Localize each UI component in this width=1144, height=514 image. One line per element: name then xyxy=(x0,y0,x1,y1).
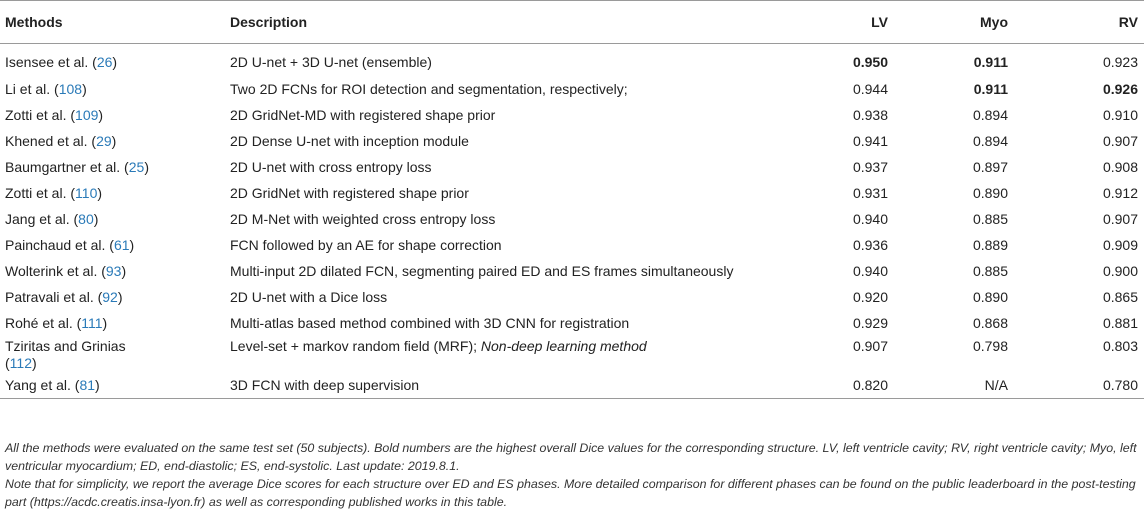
method-author: Khened et al. ( xyxy=(5,132,97,149)
myo-value: 0.890 xyxy=(972,288,1008,305)
paren: ) xyxy=(102,314,108,331)
reference-link[interactable]: 111 xyxy=(81,314,103,331)
paren: ) xyxy=(144,158,149,175)
rv-value: 0.909 xyxy=(1102,236,1138,253)
rv-value: 0.923 xyxy=(1102,54,1138,71)
reference-link[interactable]: 81 xyxy=(79,376,96,393)
lv-value: 0.950 xyxy=(852,54,888,71)
method-author: Isensee et al. ( xyxy=(5,54,97,71)
table-row xyxy=(0,154,1144,180)
table-row xyxy=(0,310,1144,336)
description-cell: 2D Dense U-net with inception module xyxy=(230,132,469,149)
method-cell xyxy=(0,336,225,372)
description-cell: 2D M-Net with weighted cross entropy loss xyxy=(230,210,496,227)
paren: ) xyxy=(121,262,127,279)
method-author: Tziritas and Grinias xyxy=(5,337,126,354)
myo-value: 0.894 xyxy=(972,106,1008,123)
description-cell: Multi-atlas based method combined with 3D CNN for registration xyxy=(230,314,630,331)
header-myo: Myo xyxy=(894,1,1014,44)
method-author: Rohé et al. ( xyxy=(5,314,82,331)
myo-value: 0.885 xyxy=(972,262,1008,279)
reference-link[interactable]: 61 xyxy=(113,236,130,253)
rv-value: 0.926 xyxy=(1102,80,1138,97)
rv-value: 0.908 xyxy=(1102,158,1138,175)
lv-value: 0.944 xyxy=(852,80,888,97)
description-cell: 2D U-net + 3D U-net (ensemble) xyxy=(230,54,432,71)
lv-value: 0.920 xyxy=(852,288,888,305)
table-row xyxy=(0,128,1144,154)
paren: ) xyxy=(82,80,87,97)
reference-link[interactable]: 26 xyxy=(96,54,113,71)
method-cell xyxy=(0,206,225,232)
reference-link[interactable]: 112 xyxy=(9,354,32,371)
paren: ) xyxy=(117,288,123,305)
myo-value: 0.890 xyxy=(972,184,1008,201)
lv-value: 0.941 xyxy=(852,132,888,149)
description-cell: FCN followed by an AE for shape correction xyxy=(230,236,502,253)
method-author: Zotti et al. ( xyxy=(5,184,76,201)
table-row xyxy=(0,284,1144,310)
rv-value: 0.803 xyxy=(1102,337,1138,354)
method-cell xyxy=(0,154,225,180)
method-cell xyxy=(0,180,225,206)
method-author: Baumgartner et al. ( xyxy=(5,158,129,175)
paren: ) xyxy=(97,184,103,201)
method-cell xyxy=(0,232,225,258)
paren: ) xyxy=(93,210,99,227)
myo-value: 0.911 xyxy=(973,54,1008,71)
rv-value: 0.912 xyxy=(1102,184,1138,201)
description-italic-text: Non-deep learning method xyxy=(480,337,647,354)
rv-value: 0.780 xyxy=(1014,372,1144,399)
description-cell: Two 2D FCNs for ROI detection and segmentation, respectively; xyxy=(230,80,628,97)
rv-value: 0.907 xyxy=(1102,210,1138,227)
myo-value: 0.868 xyxy=(972,314,1008,331)
method-cell xyxy=(0,76,225,102)
table-header-row xyxy=(0,1,1144,44)
lv-value: 0.820 xyxy=(816,372,894,399)
description-cell: Multi-input 2D dilated FCN, segmenting paired ED and ES frames simultaneously xyxy=(230,262,734,279)
paren: ) xyxy=(111,132,117,149)
reference-link[interactable]: 25 xyxy=(128,158,145,175)
lv-value: 0.937 xyxy=(852,158,888,175)
description-cell: 2D U-net with a Dice loss xyxy=(230,288,388,305)
method-author: Zotti et al. ( xyxy=(5,106,76,123)
myo-value: 0.798 xyxy=(972,337,1008,354)
method-author: Painchaud et al. ( xyxy=(5,236,114,253)
description-cell: 2D GridNet with registered shape prior xyxy=(230,184,469,201)
table-row xyxy=(0,102,1144,128)
method-cell xyxy=(0,102,225,128)
method-cell xyxy=(0,310,225,336)
lv-value: 0.938 xyxy=(852,106,888,123)
method-cell xyxy=(0,284,225,310)
description-cell: 2D U-net with cross entropy loss xyxy=(230,158,432,175)
description-cell: 3D FCN with deep supervision xyxy=(225,372,816,399)
table-footnote-secondary: Note that for simplicity, we report the average Dice scores for each structure over ED and ES phases. More detailed comparison for different phases can be found on the public leaderboard in the post-testing part (https://acdc.creatis.insa-lyon.fr) as well as corresponding published works in this table. xyxy=(5,477,1136,509)
lv-value: 0.936 xyxy=(852,236,888,253)
description-cell: 2D GridNet-MD with registered shape prior xyxy=(230,106,496,123)
reference-link[interactable]: 108 xyxy=(58,80,83,97)
reference-link[interactable]: 29 xyxy=(96,132,112,149)
table-row xyxy=(0,180,1144,206)
table-row xyxy=(0,76,1144,102)
reference-link[interactable]: 80 xyxy=(78,210,94,227)
method-author: Li et al. ( xyxy=(5,80,59,97)
method-cell xyxy=(0,372,225,399)
myo-value: 0.894 xyxy=(972,132,1008,149)
method-cell xyxy=(0,128,225,154)
myo-value: 0.911 xyxy=(973,80,1008,97)
table-row xyxy=(0,206,1144,232)
table-row xyxy=(0,372,1144,399)
method-cell xyxy=(0,258,225,284)
lv-value: 0.929 xyxy=(852,314,888,331)
reference-link[interactable]: 109 xyxy=(75,106,99,123)
header-lv: LV xyxy=(816,1,894,44)
rv-value: 0.900 xyxy=(1102,262,1138,279)
myo-value: 0.889 xyxy=(972,236,1008,253)
myo-value: 0.885 xyxy=(972,210,1008,227)
method-author: Wolterink et al. ( xyxy=(5,262,106,279)
lv-value: 0.940 xyxy=(852,262,888,279)
paren: ( xyxy=(5,354,10,371)
lv-value: 0.940 xyxy=(852,210,888,227)
table-row xyxy=(0,232,1144,258)
header-methods: Methods xyxy=(0,1,225,44)
rv-value: 0.907 xyxy=(1102,132,1138,149)
table-row xyxy=(0,44,1144,76)
lv-value: 0.907 xyxy=(852,337,888,354)
method-author: Patravali et al. ( xyxy=(5,288,103,305)
description-cell xyxy=(225,336,816,372)
reference-link[interactable]: 93 xyxy=(105,262,122,279)
paren: ) xyxy=(98,106,104,123)
table-row xyxy=(0,336,1144,372)
lv-value: 0.931 xyxy=(852,184,888,201)
paren: ) xyxy=(112,54,118,71)
header-rv: RV xyxy=(1014,1,1144,44)
table-footnote: All the methods were evaluated on the same test set (50 subjects). Bold numbers are the highest overall Dice values for the corresponding structure. LV, left ventricle cavity; RV, right ventricle cavity; Myo, left ventricular myocardium; ED, end-diastolic; ES, end-systolic. Last update: 2019.8.1. xyxy=(5,441,1137,473)
rv-value: 0.881 xyxy=(1102,314,1138,331)
header-description: Description xyxy=(225,1,816,44)
table-row xyxy=(0,258,1144,284)
method-author: Jang et al. ( xyxy=(5,210,79,227)
reference-link[interactable]: 92 xyxy=(102,288,118,305)
method-cell xyxy=(0,44,225,76)
paren: ) xyxy=(32,354,37,371)
rv-value: 0.865 xyxy=(1102,288,1138,305)
description-text: Level-set + markov random field (MRF); xyxy=(230,337,481,354)
rv-value: 0.910 xyxy=(1102,106,1138,123)
reference-link[interactable]: 110 xyxy=(75,184,98,201)
paren: ) xyxy=(129,236,135,253)
paren: ) xyxy=(95,376,100,393)
myo-value: N/A xyxy=(894,372,1014,399)
myo-value: 0.897 xyxy=(972,158,1008,175)
method-author: Yang et al. ( xyxy=(5,376,80,393)
